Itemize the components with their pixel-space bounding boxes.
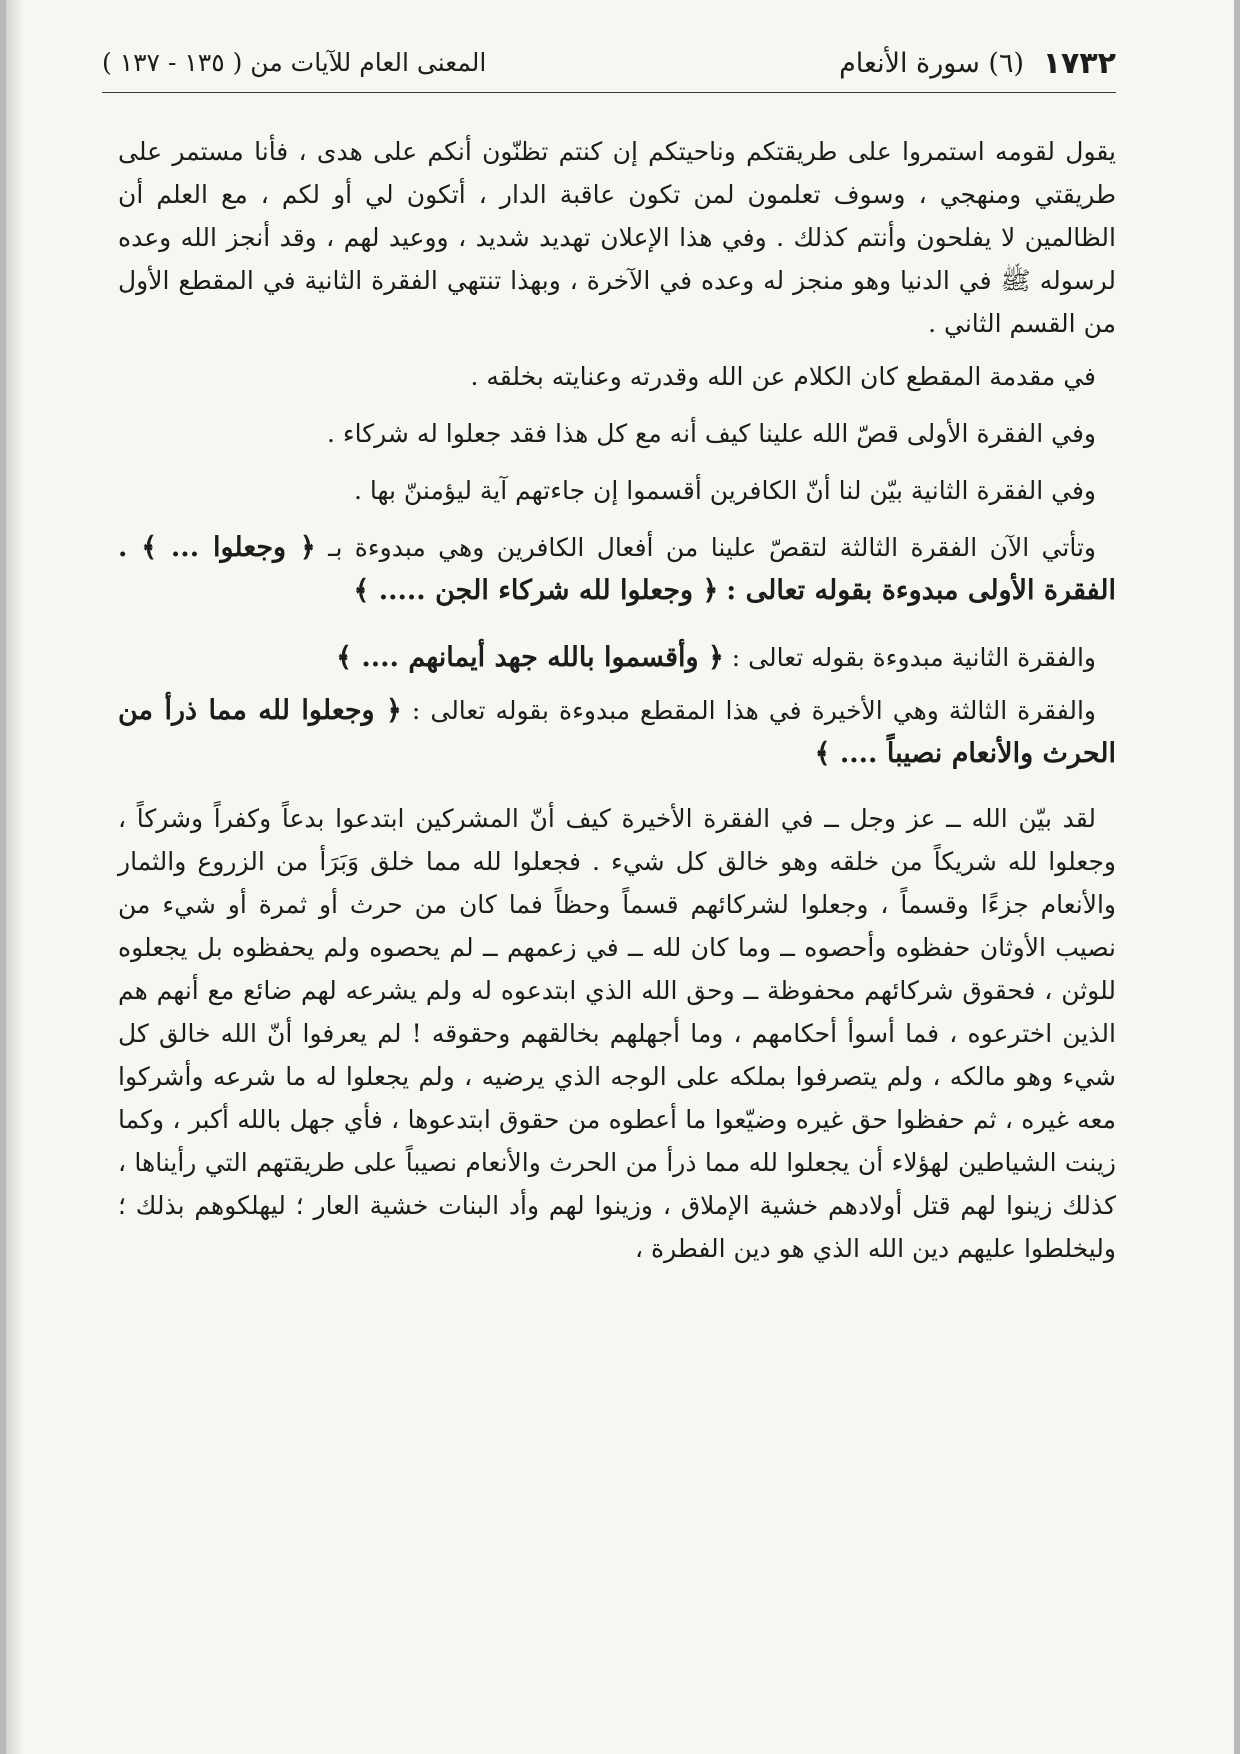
third-section-text: وتأتي الآن الفقرة الثالثة لتقصّ علينا من أفعال الكافرين وهي مبدوءة بـ [328,533,1097,562]
section-title: المعنى العام للآيات من ( ١٣٥ - ١٣٧ ) [102,48,487,77]
paragraph-second-opening [118,636,1116,679]
surah-title: (٦) سورة الأنعام [839,48,1024,79]
quran-quote: ﴿ وجعلوا لله شركاء الجن ..... ﴾ [353,575,719,606]
page-body [118,130,1116,1270]
quran-quote: ﴿ وأقسموا بالله جهد أيمانهم .... ﴾ [336,642,724,673]
quran-quote: ﴿ وجعلوا ... ﴾ . الفقرة الأولى مبدوءة بقوله تعالى : [118,532,1116,606]
paragraph-threat: يقول لقومه استمروا على طريقتكم وناحيتكم إن كنتم تظنّون أنكم على هدى ، فأنا مستمر على طريقتي ومنهجي ، وسوف تعلمون لمن تكون عاقبة الدار ، أتكون لي أو لكم ، مع العلم أن الظالمين لا يفلحون وأنتم كذلك . وفي هذا الإعلان تهديد شديد ، ووعيد لهم ، وقد أنجز الله وعده لرسوله ﷺ في الدنيا وهو منجز له وعده في الآخرة ، وبهذا تنتهي الفقرة الثانية في المقطع الأول من القسم الثاني . [118,137,1116,338]
quran-quote: ﴿ وجعلوا لله مما ذرأ من الحرث والأنعام نصيباً .... ﴾ [118,695,1116,769]
third-opening-text: والفقرة الثالثة وهي الأخيرة في هذا المقطع مبدوءة بقوله تعالى : [411,696,1096,725]
paragraph-second-section: وفي الفقرة الثانية بيّن لنا أنّ الكافرين أقسموا إن جاءتهم آية ليؤمننّ بها . [353,476,1096,505]
second-opening-text: والفقرة الثانية مبدوءة بقوله تعالى : [731,643,1096,672]
paragraph-intro-summary: في مقدمة المقطع كان الكلام عن الله وقدرته وعنايته بخلقه . [470,362,1096,391]
book-page [6,0,1234,1754]
page-number: ١٧٣٢ [1042,46,1116,81]
paragraph-explanation: لقد بيّن الله ــ عز وجل ــ في الفقرة الأخيرة كيف أنّ المشركين ابتدعوا بدعاً وكفراً وشركاً ، وجعلوا لله شريكاً من خلقه وهو خالق كل شيء . فجعلوا لله مما خلق وَبَرَأ من الزروع والثمار والأنعام جزءًا وقسماً ، وجعلوا لشركائهم قسماً وحظاً فما كان من حرث أو ثمرة أو شيء من نصيب الأوثان حفظوه وأحصوه ــ وما كان لله ــ في زعمهم ــ لم يحصوه ولم يحفظوه بل يجعلوه للوثن ، فحقوق شركائهم محفوظة ــ وحق الله الذي ابتدعوه له ولم يشرعه لهم ضائع مع أنهم هم الذين اخترعوه ، فما أسوأ أحكامهم ، وما أجهلهم بخالقهم وحقوقه ! لم يعرفوا أنّ الله خالق كل شيء وهو مالكه ، ولم يتصرفوا بملكه على الوجه الذي يرضيه ، ولم يجعلوا له ما شرعه وأشركوا معه غيره ، ثم حفظوا حق غيره وضيّعوا ما أعطوه من حقوق ابتدعوها ، فأي جهل بالله أكبر ، وكما زينت الشياطين لهؤلاء أن يجعلوا لله مما ذرأ من الحرث والأنعام نصيباً على طريقتهم التي رأيناها ، كذلك زينوا لهم قتل أولادهم خشية الإملاق ، وزينوا لهم وأد البنات خشية العار ؛ ليهلكوهم بذلك ؛ وليخلطوا عليهم دين الله الذي هو دين الفطرة ، [118,804,1116,1263]
paragraph-third-section [118,526,1116,612]
running-header [102,40,1116,93]
paragraph-third-opening [118,689,1116,775]
paragraph-first-section: وفي الفقرة الأولى قصّ الله علينا كيف أنه مع كل هذا فقد جعلوا له شركاء . [326,419,1096,448]
